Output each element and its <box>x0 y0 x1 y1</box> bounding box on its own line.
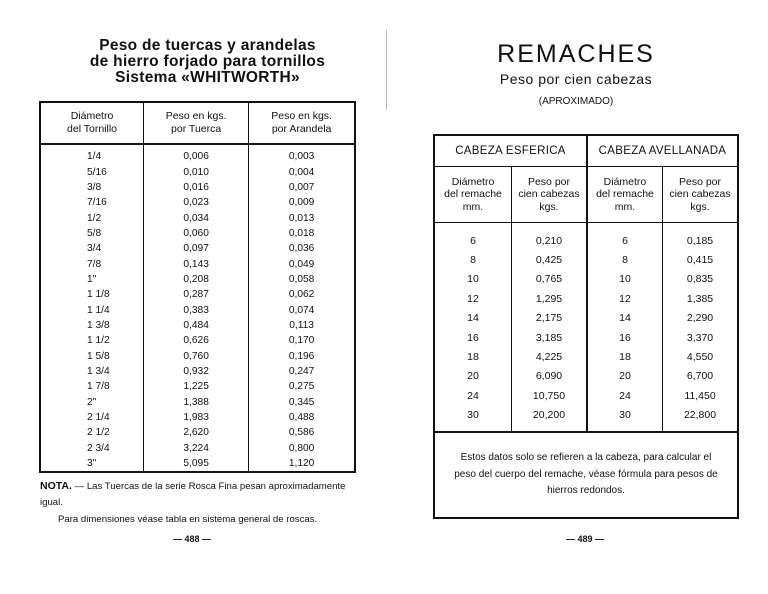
bolt-diameter-cell: 1/2 <box>40 210 144 225</box>
column-header: Diámetro del Tornillo <box>40 102 144 144</box>
spherical-weight-cell: 10,750 <box>512 386 587 405</box>
nut-weight-cell: 1,983 <box>144 410 249 425</box>
washer-weight-cell: 0,074 <box>288 304 315 316</box>
table-row <box>40 456 355 472</box>
table-row <box>40 256 355 271</box>
spherical-diameter-cell: 20 <box>434 367 512 386</box>
countersunk-weight-cell: 22,800 <box>683 409 717 422</box>
spherical-diameter-cell: 16 <box>434 328 512 347</box>
nut-weight-cell: 0,060 <box>144 226 249 241</box>
table-row <box>40 333 355 348</box>
note-label: NOTA. <box>40 480 72 492</box>
countersunk-weight-cell: 0,185 <box>686 234 714 247</box>
washer-weight-cell: 0,003 <box>288 151 315 163</box>
column-header: Peso por cien cabezas kgs. <box>663 167 739 223</box>
nut-weight-cell: 0,208 <box>144 272 249 287</box>
table-row <box>40 210 355 225</box>
spherical-diameter-cell: 8 <box>434 250 512 269</box>
nut-weight-cell: 0,143 <box>144 256 249 271</box>
countersunk-diameter-cell: 18 <box>587 347 663 366</box>
washer-weight-cell: 0,247 <box>288 365 315 377</box>
column-header: Peso por cien cabezas kgs. <box>512 167 587 223</box>
bolt-diameter-cell: 5/8 <box>40 226 144 241</box>
countersunk-diameter-cell: 24 <box>587 386 663 405</box>
bolt-diameter-cell: 1 3/8 <box>40 318 144 333</box>
bolt-diameter-cell: 1 3/4 <box>40 364 144 379</box>
countersunk-diameter-cell: 10 <box>587 270 663 289</box>
spherical-diameter-cell: 6 <box>434 223 512 251</box>
countersunk-weight-cell: 2,290 <box>686 312 714 325</box>
nut-weight-cell: 0,097 <box>144 241 249 256</box>
countersunk-diameter-cell: 30 <box>587 406 663 432</box>
bolt-diameter-cell: 1 1/8 <box>40 287 144 302</box>
nut-weight-cell: 0,016 <box>144 180 249 195</box>
table-row <box>40 226 355 241</box>
table-row <box>40 410 355 425</box>
countersunk-diameter-cell: 14 <box>587 309 663 328</box>
nut-weight-cell: 0,932 <box>144 364 249 379</box>
washer-weight-cell: 0,049 <box>288 258 315 270</box>
nut-weight-cell: 0,484 <box>144 318 249 333</box>
countersunk-diameter-cell: 6 <box>587 223 663 251</box>
countersunk-weight-cell: 6,700 <box>686 370 714 383</box>
bolt-diameter-cell: 1 1/2 <box>40 333 144 348</box>
table-row <box>434 309 738 328</box>
washer-weight-cell: 1,120 <box>288 458 315 470</box>
spherical-weight-cell: 2,175 <box>512 309 587 328</box>
right-page <box>384 0 768 594</box>
title-line: de hierro forjado para tornillos <box>89 53 326 70</box>
page-number: — 488 — <box>173 534 212 544</box>
nut-weight-cell: 2,620 <box>144 425 249 440</box>
table-row <box>40 379 355 394</box>
title-line: Peso de tuercas y arandelas <box>99 37 316 54</box>
washer-weight-cell: 0,018 <box>288 227 315 239</box>
group-header-countersunk: CABEZA AVELLANADA <box>587 135 738 167</box>
nut-weight-cell: 0,760 <box>144 348 249 363</box>
table-row <box>40 195 355 210</box>
washer-weight-cell: 0,036 <box>288 243 315 255</box>
washer-weight-cell: 0,275 <box>288 381 315 393</box>
spherical-weight-cell: 20,200 <box>512 406 587 432</box>
spherical-diameter-cell: 18 <box>434 347 512 366</box>
table-row <box>434 406 738 432</box>
table-row <box>434 386 738 405</box>
washer-weight-cell: 0,058 <box>288 273 315 285</box>
spherical-weight-cell: 0,210 <box>512 223 587 251</box>
bolt-diameter-cell: 7/8 <box>40 256 144 271</box>
washer-weight-cell: 0,013 <box>288 212 315 224</box>
countersunk-weight-cell: 4,550 <box>686 351 714 364</box>
nuts-washers-weight-table <box>39 101 356 473</box>
bolt-diameter-cell: 2 3/4 <box>40 441 144 456</box>
nut-weight-cell: 0,006 <box>144 144 249 164</box>
washer-weight-cell: 0,007 <box>288 181 315 193</box>
nut-weight-cell: 1,388 <box>144 395 249 410</box>
table-row <box>40 144 355 164</box>
column-header: Peso en kgs. por Tuerca <box>144 102 249 144</box>
table-row <box>40 164 355 179</box>
bolt-diameter-cell: 1/4 <box>40 144 144 164</box>
washer-weight-cell: 0,586 <box>288 427 315 439</box>
countersunk-weight-cell: 0,835 <box>686 273 714 286</box>
nut-weight-cell: 0,034 <box>144 210 249 225</box>
washer-weight-cell: 0,170 <box>288 335 315 347</box>
washer-weight-cell: 0,488 <box>288 412 315 424</box>
spherical-weight-cell: 0,425 <box>512 250 587 269</box>
table-row <box>40 241 355 256</box>
column-header: Diámetro del remache mm. <box>587 167 663 223</box>
nut-weight-cell: 0,023 <box>144 195 249 210</box>
spherical-weight-cell: 1,295 <box>512 289 587 308</box>
table-row <box>40 287 355 302</box>
bolt-diameter-cell: 1" <box>40 272 144 287</box>
table-row <box>434 250 738 269</box>
spherical-weight-cell: 0,765 <box>512 270 587 289</box>
bolt-diameter-cell: 1 7/8 <box>40 379 144 394</box>
table-row <box>40 272 355 287</box>
spherical-weight-cell: 6,090 <box>512 367 587 386</box>
bolt-diameter-cell: 1 5/8 <box>40 348 144 363</box>
table-row <box>40 364 355 379</box>
bolt-diameter-cell: 3/4 <box>40 241 144 256</box>
nut-weight-cell: 0,287 <box>144 287 249 302</box>
table-footnote: Estos datos solo se refieren a la cabeza, para calcular el peso del cuerpo del remache, véase fórmula para pesos de hierros redondos. <box>434 432 738 518</box>
countersunk-diameter-cell: 8 <box>587 250 663 269</box>
page-number: — 489 — <box>566 534 605 544</box>
bolt-diameter-cell: 2" <box>40 395 144 410</box>
table-row <box>434 270 738 289</box>
right-page-subtitle-2: (APROXIMADO) <box>538 96 614 107</box>
bolt-diameter-cell: 5/16 <box>40 164 144 179</box>
table-row <box>40 180 355 195</box>
spherical-diameter-cell: 12 <box>434 289 512 308</box>
nut-weight-cell: 5,095 <box>144 456 249 472</box>
washer-weight-cell: 0,009 <box>288 197 315 209</box>
washer-weight-cell: 0,800 <box>288 442 315 454</box>
spherical-diameter-cell: 14 <box>434 309 512 328</box>
note <box>40 478 360 528</box>
table-row <box>434 223 738 251</box>
nut-weight-cell: 0,383 <box>144 302 249 317</box>
countersunk-weight-cell: 11,450 <box>684 389 716 402</box>
bolt-diameter-cell: 7/16 <box>40 195 144 210</box>
column-header: Diámetro del remache mm. <box>434 167 512 223</box>
spherical-diameter-cell: 10 <box>434 270 512 289</box>
spherical-diameter-cell: 30 <box>434 406 512 432</box>
right-page-subtitle: Peso por cien cabezas <box>499 71 653 87</box>
table-row <box>40 441 355 456</box>
countersunk-diameter-cell: 20 <box>587 367 663 386</box>
table-row <box>434 328 738 347</box>
washer-weight-cell: 0,113 <box>289 319 314 331</box>
washer-weight-cell: 0,062 <box>288 289 315 301</box>
bolt-diameter-cell: 2 1/2 <box>40 425 144 440</box>
bolt-diameter-cell: 1 1/4 <box>40 302 144 317</box>
washer-weight-cell: 0,004 <box>288 166 315 178</box>
nut-weight-cell: 1,225 <box>144 379 249 394</box>
table-row <box>40 425 355 440</box>
countersunk-diameter-cell: 12 <box>587 289 663 308</box>
table-row <box>434 367 738 386</box>
bolt-diameter-cell: 3/8 <box>40 180 144 195</box>
note-text-2: Para dimensiones véase tabla en sistema general de roscas. <box>58 514 318 525</box>
nut-weight-cell: 0,626 <box>144 333 249 348</box>
countersunk-diameter-cell: 16 <box>587 328 663 347</box>
spherical-diameter-cell: 24 <box>434 386 512 405</box>
bolt-diameter-cell: 3" <box>40 456 144 472</box>
left-page-title <box>35 38 380 86</box>
countersunk-weight-cell: 1,385 <box>686 292 714 305</box>
countersunk-weight-cell: 3,370 <box>686 331 714 344</box>
table-row <box>434 347 738 366</box>
table-row <box>40 318 355 333</box>
table-row <box>434 289 738 308</box>
table-row <box>40 348 355 363</box>
note-text: — Las Tuercas de la serie Rosca Fina pesan aproximadamente igual. <box>40 481 346 508</box>
bolt-diameter-cell: 2 1/4 <box>40 410 144 425</box>
nut-weight-cell: 0,010 <box>144 164 249 179</box>
washer-weight-cell: 0,196 <box>288 350 315 362</box>
right-page-title: REMACHES <box>497 40 655 68</box>
column-header: Peso en kgs. por Arandela <box>249 102 355 144</box>
group-header-spherical: CABEZA ESFERICA <box>434 135 587 167</box>
rivet-head-weight-table <box>433 134 739 519</box>
table-row <box>40 302 355 317</box>
table-row <box>40 395 355 410</box>
title-line: Sistema «WHITWORTH» <box>115 69 300 86</box>
nut-weight-cell: 3,224 <box>144 441 249 456</box>
spherical-weight-cell: 4,225 <box>512 347 587 366</box>
washer-weight-cell: 0,345 <box>288 396 315 408</box>
countersunk-weight-cell: 0,415 <box>686 254 714 267</box>
spherical-weight-cell: 3,185 <box>512 328 587 347</box>
